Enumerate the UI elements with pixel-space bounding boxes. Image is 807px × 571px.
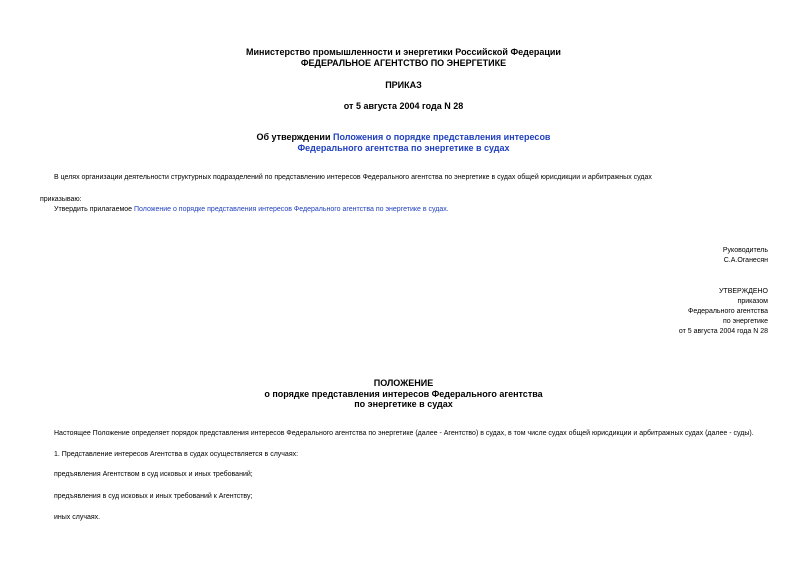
approved-stamp-line4: по энергетике bbox=[722, 318, 768, 325]
approved-stamp-line1: УТВЕРЖДЕНО bbox=[718, 288, 768, 295]
doc-title-line1 bbox=[0, 132, 807, 142]
approved-stamp-line2: приказом bbox=[737, 298, 768, 305]
regulation-intro: Настоящее Положение определяет порядок представления интересов Федерального агентства по энергетике (далее - Агентство) в судах, в том числе судах общей юрисдикции и арбитражных судах (далее - суды). bbox=[54, 430, 754, 437]
approve-line bbox=[54, 205, 449, 214]
regulation-case-2: предъявления в суд исковых и иных требований к Агентству; bbox=[54, 493, 253, 500]
regulation-subtitle-line2: по энергетике в судах bbox=[354, 399, 453, 409]
regulation-case-1: предъявления Агентством в суд исковых и иных требований; bbox=[54, 471, 253, 478]
regulation-title: ПОЛОЖЕНИЕ bbox=[373, 378, 434, 388]
agency-title: ФЕДЕРАЛЬНОЕ АГЕНТСТВО ПО ЭНЕРГЕТИКЕ bbox=[300, 58, 507, 68]
regulation-link-line2[interactable]: Федерального агентства по энергетике в судах bbox=[297, 143, 510, 153]
ministry-title: Министерство промышленности и энергетики Российской Федерации bbox=[246, 47, 561, 57]
approve-prefix: Утвердить прилагаемое bbox=[54, 206, 135, 213]
doc-title-prefix: Об утверждении bbox=[256, 132, 333, 142]
preamble-paragraph: В целях организации деятельности структурных подразделений по представлению интересов Федерального агентства по энергетике в судах общей юрисдикции и арбитражных судах bbox=[54, 174, 652, 181]
signature-role: Руководитель bbox=[722, 247, 768, 254]
regulation-case-3: иных случаях. bbox=[54, 514, 101, 521]
approved-stamp-line3: Федерального агентства bbox=[688, 308, 768, 315]
regulation-link-line1[interactable]: Положения о порядке представления интересов bbox=[332, 132, 551, 142]
regulation-subtitle-line1: о порядке представления интересов Федерального агентства bbox=[264, 389, 543, 399]
regulation-item-1: 1. Представление интересов Агентства в судах осуществляется в случаях: bbox=[54, 451, 299, 458]
doc-date-number: от 5 августа 2004 года N 28 bbox=[343, 101, 464, 111]
signature-name: С.А.Оганесян bbox=[723, 257, 768, 264]
approved-stamp-line5: от 5 августа 2004 года N 28 bbox=[678, 328, 768, 335]
orders-word: приказываю: bbox=[40, 196, 82, 203]
doc-type: ПРИКАЗ bbox=[385, 80, 422, 90]
regulation-link-body[interactable]: Положение о порядке представления интересов Федерального агентства по энергетике в судах. bbox=[134, 206, 449, 213]
